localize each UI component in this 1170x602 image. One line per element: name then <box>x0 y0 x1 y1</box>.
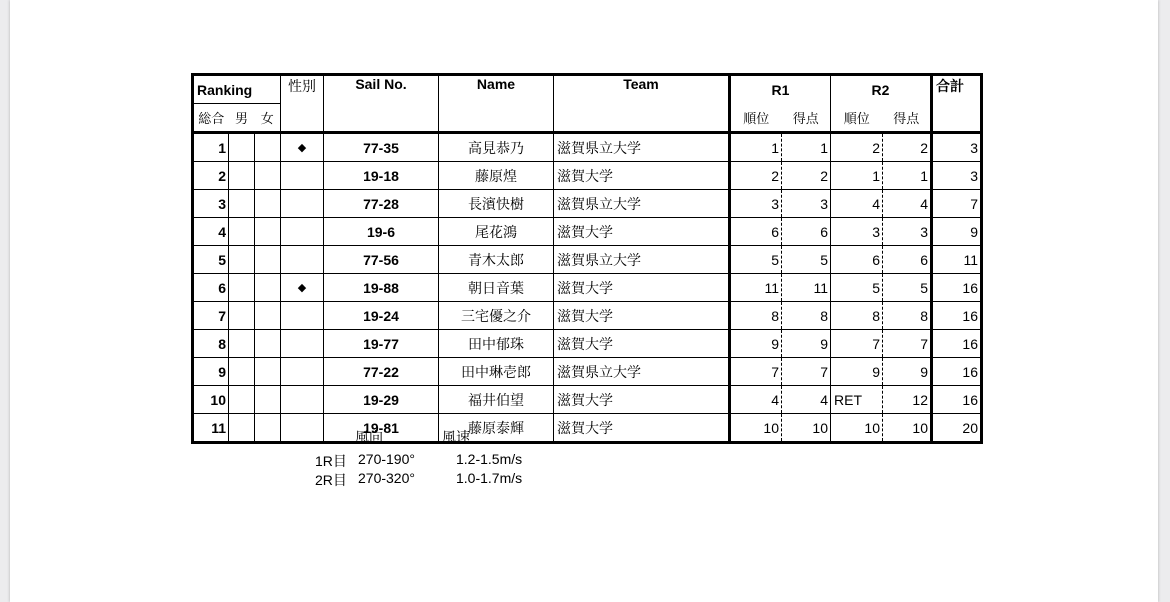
r2-rank-cell: 1 <box>831 162 883 190</box>
sail-no-cell: 77-28 <box>324 190 439 218</box>
female-cell <box>255 133 281 162</box>
male-cell <box>229 302 255 330</box>
r2-score-cell: 8 <box>883 302 932 330</box>
r2-rank-cell: 9 <box>831 358 883 386</box>
male-cell <box>229 190 255 218</box>
male-cell <box>229 162 255 190</box>
male-cell <box>229 274 255 302</box>
r2-rank-cell: 3 <box>831 218 883 246</box>
r1-rank-cell: 4 <box>730 386 782 414</box>
name-cell: 尾花鴻 <box>439 218 554 246</box>
sail-no-cell: 19-81 <box>324 414 439 443</box>
sex-marker <box>281 386 324 414</box>
female-cell <box>255 330 281 358</box>
sex-marker: ◆ <box>281 133 324 162</box>
team-cell: 滋賀県立大学 <box>554 190 730 218</box>
sex-marker: ◆ <box>281 274 324 302</box>
table-row <box>193 246 982 274</box>
female-cell <box>255 386 281 414</box>
sail-no-cell: 19-24 <box>324 302 439 330</box>
wind-direction-label: 風向 <box>355 429 383 445</box>
r1-rank-cell: 9 <box>730 330 782 358</box>
total-header: 合計 <box>932 75 982 133</box>
sex-marker <box>281 330 324 358</box>
table-row <box>193 133 982 162</box>
r2-rank-cell: 2 <box>831 133 883 162</box>
r2-rank-cell: 7 <box>831 330 883 358</box>
rank-cell: 5 <box>193 246 229 274</box>
total-cell: 16 <box>932 274 982 302</box>
female-cell <box>255 246 281 274</box>
r1-rank-cell: 10 <box>730 414 782 443</box>
r2-score-cell: 7 <box>883 330 932 358</box>
sail-no-cell: 19-18 <box>324 162 439 190</box>
sail-no-cell: 19-6 <box>324 218 439 246</box>
name-cell: 福井伯望 <box>439 386 554 414</box>
table-row <box>193 218 982 246</box>
sail-no-cell: 19-88 <box>324 274 439 302</box>
male-cell <box>229 414 255 443</box>
race1-direction: 270-190° <box>358 451 415 467</box>
total-cell: 11 <box>932 246 982 274</box>
total-cell: 20 <box>932 414 982 443</box>
total-cell: 16 <box>932 386 982 414</box>
r1-score-cell: 4 <box>782 386 831 414</box>
table-row <box>193 190 982 218</box>
team-cell: 滋賀大学 <box>554 386 730 414</box>
female-cell <box>255 274 281 302</box>
r2-score-cell: 10 <box>883 414 932 443</box>
overall-header: 総合 <box>193 104 229 133</box>
male-cell <box>229 386 255 414</box>
total-cell: 16 <box>932 358 982 386</box>
r1-score-cell: 10 <box>782 414 831 443</box>
table-row <box>193 302 982 330</box>
sex-marker <box>281 246 324 274</box>
name-cell: 田中琳壱郎 <box>439 358 554 386</box>
rank-cell: 9 <box>193 358 229 386</box>
sail-no-cell: 77-35 <box>324 133 439 162</box>
sex-marker <box>281 162 324 190</box>
sail-no-cell: 77-56 <box>324 246 439 274</box>
rank-cell: 1 <box>193 133 229 162</box>
male-cell <box>229 246 255 274</box>
male-cell <box>229 358 255 386</box>
r1-rank-cell: 2 <box>730 162 782 190</box>
team-cell: 滋賀県立大学 <box>554 133 730 162</box>
name-cell: 三宅優之介 <box>439 302 554 330</box>
race2-label: 2R目 <box>315 472 347 488</box>
name-cell: 藤原煌 <box>439 162 554 190</box>
team-cell: 滋賀大学 <box>554 302 730 330</box>
r2-score-cell: 2 <box>883 133 932 162</box>
race1-speed: 1.2-1.5m/s <box>456 451 523 467</box>
table-row <box>193 414 982 443</box>
r2-rank-cell: 4 <box>831 190 883 218</box>
r1-score-cell: 9 <box>782 330 831 358</box>
female-cell <box>255 414 281 443</box>
rank-cell: 6 <box>193 274 229 302</box>
name-cell: 青木太郎 <box>439 246 554 274</box>
race2-direction: 270-320° <box>358 470 415 486</box>
r2-header: R2 <box>831 75 932 104</box>
team-cell: 滋賀県立大学 <box>554 246 730 274</box>
team-cell: 滋賀大学 <box>554 414 730 443</box>
total-cell: 9 <box>932 218 982 246</box>
r1-score-cell: 6 <box>782 218 831 246</box>
name-header: Name <box>439 75 554 133</box>
race1-label: 1R目 <box>315 453 347 469</box>
r1-score-cell: 2 <box>782 162 831 190</box>
header-row-1 <box>193 75 982 104</box>
table-row <box>193 162 982 190</box>
r1-rank-cell: 8 <box>730 302 782 330</box>
r1-rank-cell: 7 <box>730 358 782 386</box>
name-cell: 長濱快樹 <box>439 190 554 218</box>
name-cell: 藤原泰輝 <box>439 414 554 443</box>
r1-score-header: 得点 <box>782 104 831 133</box>
r2-rank-cell: 6 <box>831 246 883 274</box>
name-cell: 朝日音葉 <box>439 274 554 302</box>
r1-rank-cell: 6 <box>730 218 782 246</box>
team-cell: 滋賀県立大学 <box>554 358 730 386</box>
sail-no-cell: 77-22 <box>324 358 439 386</box>
name-cell: 田中郁珠 <box>439 330 554 358</box>
name-cell: 高見恭乃 <box>439 133 554 162</box>
r1-score-cell: 1 <box>782 133 831 162</box>
sail-no-cell: 19-29 <box>324 386 439 414</box>
r1-score-cell: 8 <box>782 302 831 330</box>
female-header: 女 <box>255 104 281 133</box>
team-cell: 滋賀大学 <box>554 162 730 190</box>
male-cell <box>229 330 255 358</box>
total-cell: 7 <box>932 190 982 218</box>
r1-score-cell: 3 <box>782 190 831 218</box>
sex-marker <box>281 358 324 386</box>
document-page <box>10 0 1158 602</box>
female-cell <box>255 162 281 190</box>
r2-rank-cell: 5 <box>831 274 883 302</box>
r1-rank-cell: 5 <box>730 246 782 274</box>
table-row <box>193 330 982 358</box>
sex-marker <box>281 218 324 246</box>
wind-speed-label: 風速 <box>442 429 470 445</box>
r2-score-cell: 5 <box>883 274 932 302</box>
r2-rank-cell: 8 <box>831 302 883 330</box>
table-row <box>193 386 982 414</box>
rank-cell: 11 <box>193 414 229 443</box>
r1-header: R1 <box>730 75 831 104</box>
sail-no-cell: 19-77 <box>324 330 439 358</box>
total-cell: 16 <box>932 330 982 358</box>
table-row <box>193 274 982 302</box>
r2-rank-cell: 10 <box>831 414 883 443</box>
team-cell: 滋賀大学 <box>554 330 730 358</box>
sex-header: 性別 <box>281 75 324 133</box>
team-header: Team <box>554 75 730 133</box>
sex-marker <box>281 414 324 443</box>
female-cell <box>255 218 281 246</box>
r1-score-cell: 7 <box>782 358 831 386</box>
male-cell <box>229 133 255 162</box>
rank-cell: 7 <box>193 302 229 330</box>
total-cell: 3 <box>932 162 982 190</box>
r2-score-cell: 1 <box>883 162 932 190</box>
rank-cell: 2 <box>193 162 229 190</box>
r2-score-cell: 3 <box>883 218 932 246</box>
table-row <box>193 358 982 386</box>
female-cell <box>255 358 281 386</box>
r1-rank-cell: 3 <box>730 190 782 218</box>
r2-score-cell: 12 <box>883 386 932 414</box>
r1-score-cell: 5 <box>782 246 831 274</box>
team-cell: 滋賀大学 <box>554 274 730 302</box>
sail-no-header: Sail No. <box>324 75 439 133</box>
ranking-header: Ranking <box>193 75 281 104</box>
female-cell <box>255 190 281 218</box>
rank-cell: 10 <box>193 386 229 414</box>
sex-marker <box>281 302 324 330</box>
r2-score-header: 得点 <box>883 104 932 133</box>
r2-score-cell: 9 <box>883 358 932 386</box>
rank-cell: 8 <box>193 330 229 358</box>
r2-score-cell: 4 <box>883 190 932 218</box>
race2-speed: 1.0-1.7m/s <box>456 470 523 486</box>
r1-rank-cell: 1 <box>730 133 782 162</box>
r1-rank-header: 順位 <box>730 104 782 133</box>
r2-score-cell: 6 <box>883 246 932 274</box>
r2-rank-cell: RET <box>831 386 883 414</box>
rank-cell: 3 <box>193 190 229 218</box>
sex-marker <box>281 190 324 218</box>
male-header: 男 <box>229 104 255 133</box>
total-cell: 16 <box>932 302 982 330</box>
team-cell: 滋賀大学 <box>554 218 730 246</box>
rank-cell: 4 <box>193 218 229 246</box>
r1-score-cell: 11 <box>782 274 831 302</box>
r2-rank-header: 順位 <box>831 104 883 133</box>
male-cell <box>229 218 255 246</box>
total-cell: 3 <box>932 133 982 162</box>
results-table <box>191 73 983 444</box>
r1-rank-cell: 11 <box>730 274 782 302</box>
female-cell <box>255 302 281 330</box>
